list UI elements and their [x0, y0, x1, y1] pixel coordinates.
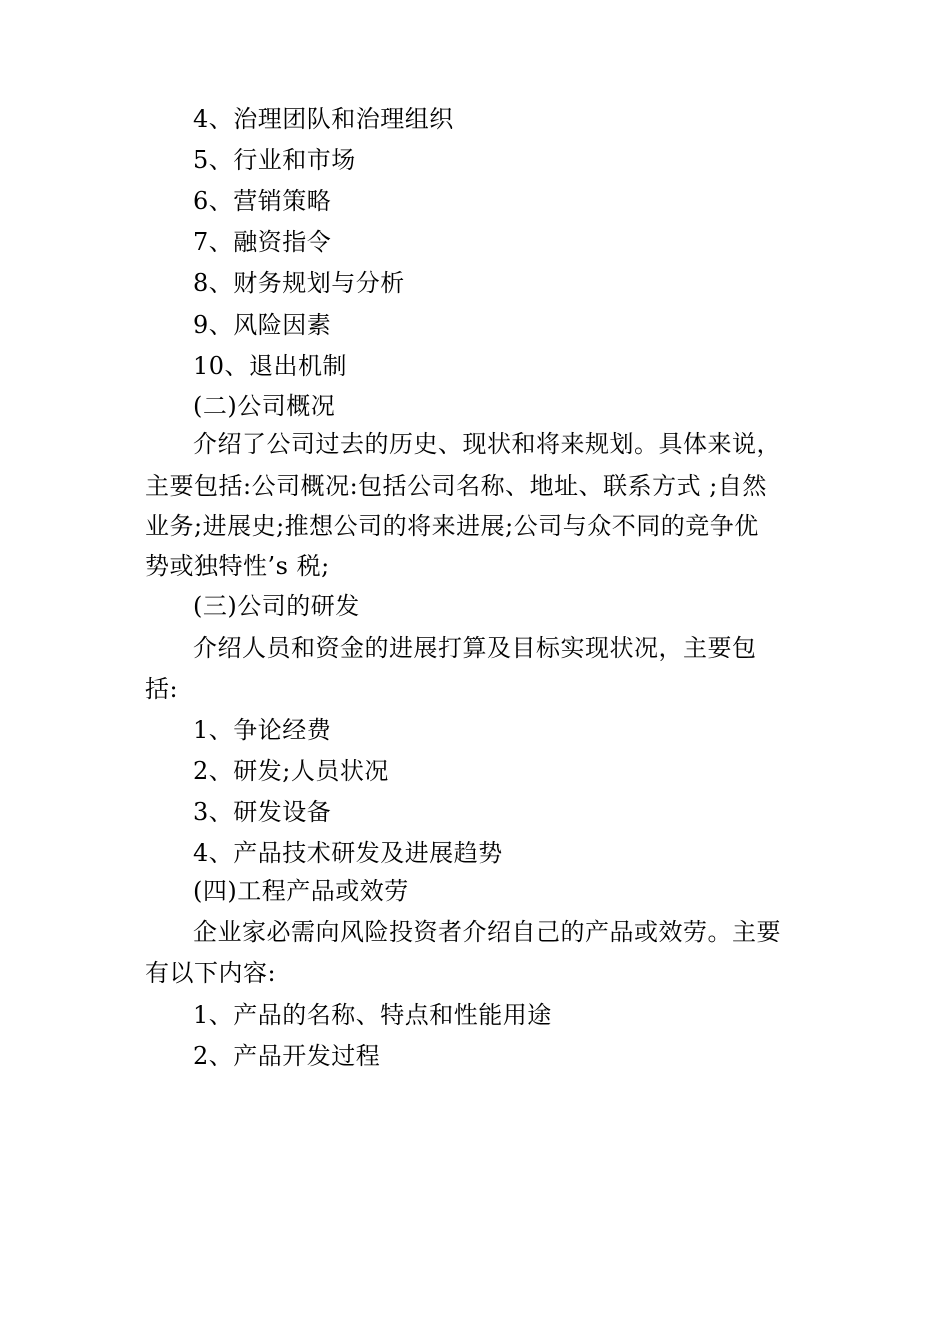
paragraph-products-line-2: 有以下内容: [145, 959, 277, 987]
list-item-product-tech-trend: 4、产品技术研发及进展趋势 [193, 839, 503, 867]
list-item-rd-equipment: 3、研发设备 [193, 798, 332, 826]
list-item-product-name-features: 1、产品的名称、特点和性能用途 [193, 1001, 552, 1029]
paragraph-company-overview-line-2: 主要包括:公司概况:包括公司名称、地址、联系方式 ;自然 [145, 472, 767, 500]
paragraph-rd-line-1: 介绍人员和资金的进展打算及目标实现状况，主要包 [193, 634, 757, 662]
list-item-risk-factors: 9、风险因素 [193, 311, 332, 339]
list-item-governance-team: 4、治理团队和治理组织 [193, 105, 454, 133]
list-item-research-funding: 1、争论经费 [193, 716, 332, 744]
paragraph-rd-line-2: 括: [145, 675, 179, 703]
section-heading-products-services: (四)工程产品或效劳 [193, 877, 409, 905]
list-item-exit-mechanism: 10、退出机制 [193, 352, 348, 380]
list-item-industry-market: 5、行业和市场 [193, 146, 356, 174]
paragraph-products-line-1: 企业家必需向风险投资者介绍自己的产品或效劳。主要 [193, 918, 781, 946]
section-heading-company-overview: (二)公司概况 [193, 392, 336, 420]
list-item-marketing-strategy: 6、营销策略 [193, 187, 332, 215]
list-item-product-development: 2、产品开发过程 [193, 1042, 381, 1070]
list-item-financial-planning: 8、财务规划与分析 [193, 269, 405, 297]
section-heading-company-rd: (三)公司的研发 [193, 592, 360, 620]
list-item-rd-staff: 2、研发;人员状况 [193, 757, 389, 785]
paragraph-company-overview-line-3: 业务;进展史;推想公司的将来进展;公司与众不同的竞争优 [145, 512, 759, 540]
paragraph-company-overview-line-4: 势或独特性’s 税; [145, 552, 330, 580]
paragraph-company-overview-line-1: 介绍了公司过去的历史、现状和将来规划。具体来说， [193, 430, 781, 458]
list-item-financing: 7、融资指令 [193, 228, 332, 256]
